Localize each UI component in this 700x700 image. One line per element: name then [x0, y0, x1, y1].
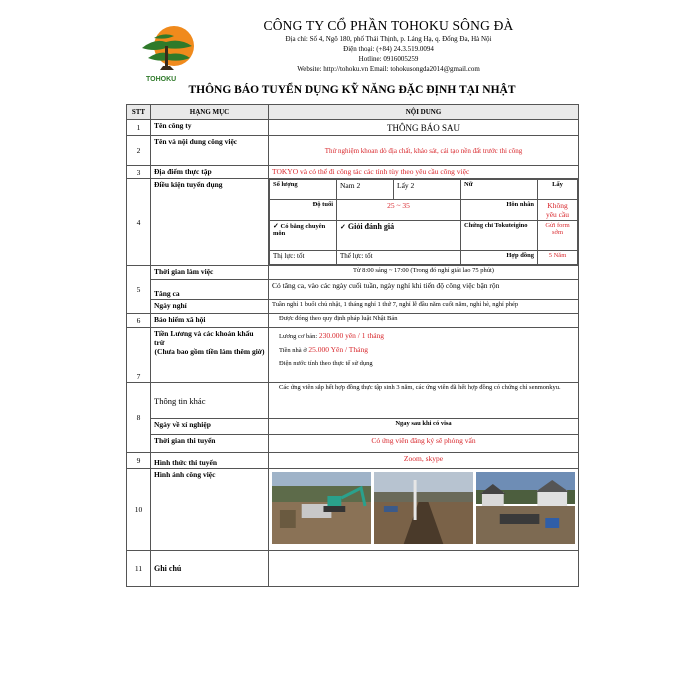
company-address: Địa chỉ: Số 4, Ngõ 180, phố Thái Thịnh, p. Láng Hạ, q. Đống Đa, Hà Nội — [285, 35, 492, 43]
male-label: Nam — [340, 181, 355, 190]
company-info — [206, 18, 571, 74]
take-label: Lấy — [397, 181, 409, 190]
header-item: HẠNG MỤC — [151, 105, 269, 120]
row8-stt: 8 — [127, 383, 151, 453]
male-qty: 2 — [356, 181, 361, 190]
document-page — [126, 14, 578, 614]
logo-text: TOHOKU — [146, 76, 177, 83]
row11-label: Ghi chú — [151, 551, 269, 587]
housing-value: 25.000 Yên / Tháng — [308, 345, 368, 354]
salary-label: Tiền Lương và các khoản khấu trừ — [154, 329, 254, 347]
row6-value: Được đóng theo quy định pháp luật Nhật Bản — [269, 314, 579, 328]
return-label: Ngày về xí nghiệp — [151, 419, 269, 435]
cert-label: Chứng chỉ Tokuteigino — [461, 221, 538, 251]
row1-label: Tên công ty — [151, 120, 269, 136]
other-info-value: Các ứng viên sắp hết hợp đồng thực tập sinh 3 năm, các ứng viên đã hết hợp đồng có chứng chỉ senmonkyu. — [269, 383, 579, 419]
row3-label: Địa điểm thực tập — [151, 166, 269, 179]
overtime-value: Có tăng ca, vào các ngày cuối tuần, ngày nghỉ khi tiến độ công việc bận rộn — [269, 280, 579, 300]
work-photo-excavator — [272, 472, 371, 544]
overtime-label: Tăng ca — [151, 280, 269, 300]
company-name: CÔNG TY CỔ PHẦN TOHOKU SÔNG ĐÀ — [263, 18, 514, 33]
female-take: Lấy — [538, 180, 578, 200]
work-photo-trench — [374, 472, 473, 544]
exam-time-value: Có ứng viên đăng ký sẽ phỏng vấn — [269, 435, 579, 453]
row9-stt: 9 — [127, 453, 151, 469]
contract-value: 5 Năm — [538, 251, 578, 265]
take-qty: 2 — [410, 181, 415, 190]
female-label: Nữ — [461, 180, 538, 200]
eyesight: Thị lực: tốt — [270, 251, 337, 265]
header-stt: STT — [127, 105, 151, 120]
salary-prefix: Lương cơ bản: — [279, 333, 319, 340]
header-content: NỘI DUNG — [269, 105, 579, 120]
cert-value: Gửi form sớm — [538, 221, 578, 251]
conditions-subtable — [269, 179, 578, 265]
marriage-value: Không yêu cầu — [538, 200, 578, 221]
utilities-note: Điện nước tính theo thực tế sử dụng — [279, 360, 373, 367]
row6-label: Bảo hiểm xã hội — [151, 314, 269, 328]
company-logo — [136, 24, 198, 86]
return-value: Ngay sau khi có visa — [269, 419, 579, 435]
checkmark-icon: ✓ — [340, 223, 346, 231]
row11-stt: 11 — [127, 551, 151, 587]
work-photos — [272, 472, 575, 544]
company-hotline: Hotline: 0916005259 — [358, 55, 419, 63]
row9-value: Zoom, skype — [269, 453, 579, 469]
holiday-label: Ngày nghỉ — [151, 300, 269, 314]
age-value: 25 ~ 35 — [337, 200, 461, 221]
holiday-value: Tuần nghỉ 1 buổi chủ nhật, 1 tháng nghỉ 1 thứ 7, nghỉ lễ đầu năm cuối năm, nghỉ hè, nghỉ phép — [269, 300, 579, 314]
row1-stt: 1 — [127, 120, 151, 136]
document-title: THÔNG BÁO TUYỂN DỤNG KỸ NĂNG ĐẶC ĐỊNH TẠI NHẬT — [188, 84, 516, 96]
worktime-label: Thời gian làm việc — [151, 266, 269, 280]
row9-label: Hình thức thi tuyển — [151, 453, 269, 469]
row2-label: Tên và nội dung công việc — [151, 136, 269, 166]
row4-label: Điều kiện tuyển dụng — [151, 179, 269, 266]
row2-stt: 2 — [127, 136, 151, 166]
qty-label: Số lượng — [270, 180, 337, 200]
license-label: Có bằng chuyên môn — [273, 223, 326, 237]
good-cell — [337, 221, 461, 251]
row2-value: Thử nghiệm khoan dò địa chất, khảo sát, cải tạo nền đất trước thi công — [269, 136, 579, 166]
row10-stt: 10 — [127, 469, 151, 551]
row3-stt: 3 — [127, 166, 151, 179]
row11-value — [269, 551, 579, 587]
row6-stt: 6 — [127, 314, 151, 328]
good-label: Giỏi đánh giá — [347, 222, 395, 231]
row3-value: TOKYO và có thể đi công tác các tỉnh tùy theo yêu cầu công việc — [269, 166, 579, 179]
marriage-label: Hôn nhân — [461, 200, 538, 221]
exam-time-label: Thời gian thi tuyển — [151, 435, 269, 453]
row1-value: THÔNG BÁO SAU — [269, 120, 579, 136]
work-photo-houses — [476, 472, 575, 544]
row5-stt: 5 — [127, 266, 151, 314]
salary-value: 230.000 yên / 1 tháng — [318, 331, 385, 340]
housing-prefix: Tiền nhà ở — [279, 347, 309, 354]
strength: Thể lực: tốt — [337, 251, 461, 265]
checkmark-icon: ✓ — [273, 222, 279, 230]
other-info-label: Thông tin khác — [151, 383, 269, 419]
row4-stt: 4 — [127, 179, 151, 266]
company-phone: Điện thoại: (+84) 24.3.519.0094 — [343, 45, 434, 53]
company-web-email: Website: http://tohoku.vn Email: tohokusongda2014@gmail.com — [297, 65, 480, 73]
salary-label-note: (Chưa bao gồm tiền làm thêm giờ) — [154, 347, 265, 356]
row10-label: Hình ảnh công việc — [151, 469, 269, 551]
license-cell — [270, 221, 337, 251]
recruitment-table — [126, 104, 579, 587]
contract-label: Hợp đồng — [461, 251, 538, 265]
age-label: Độ tuổi — [270, 200, 337, 221]
row7-stt: 7 — [127, 328, 151, 383]
worktime-value: Từ 8:00 sáng ~ 17:00 (Trong đó nghỉ giải lao 75 phút) — [269, 266, 579, 280]
